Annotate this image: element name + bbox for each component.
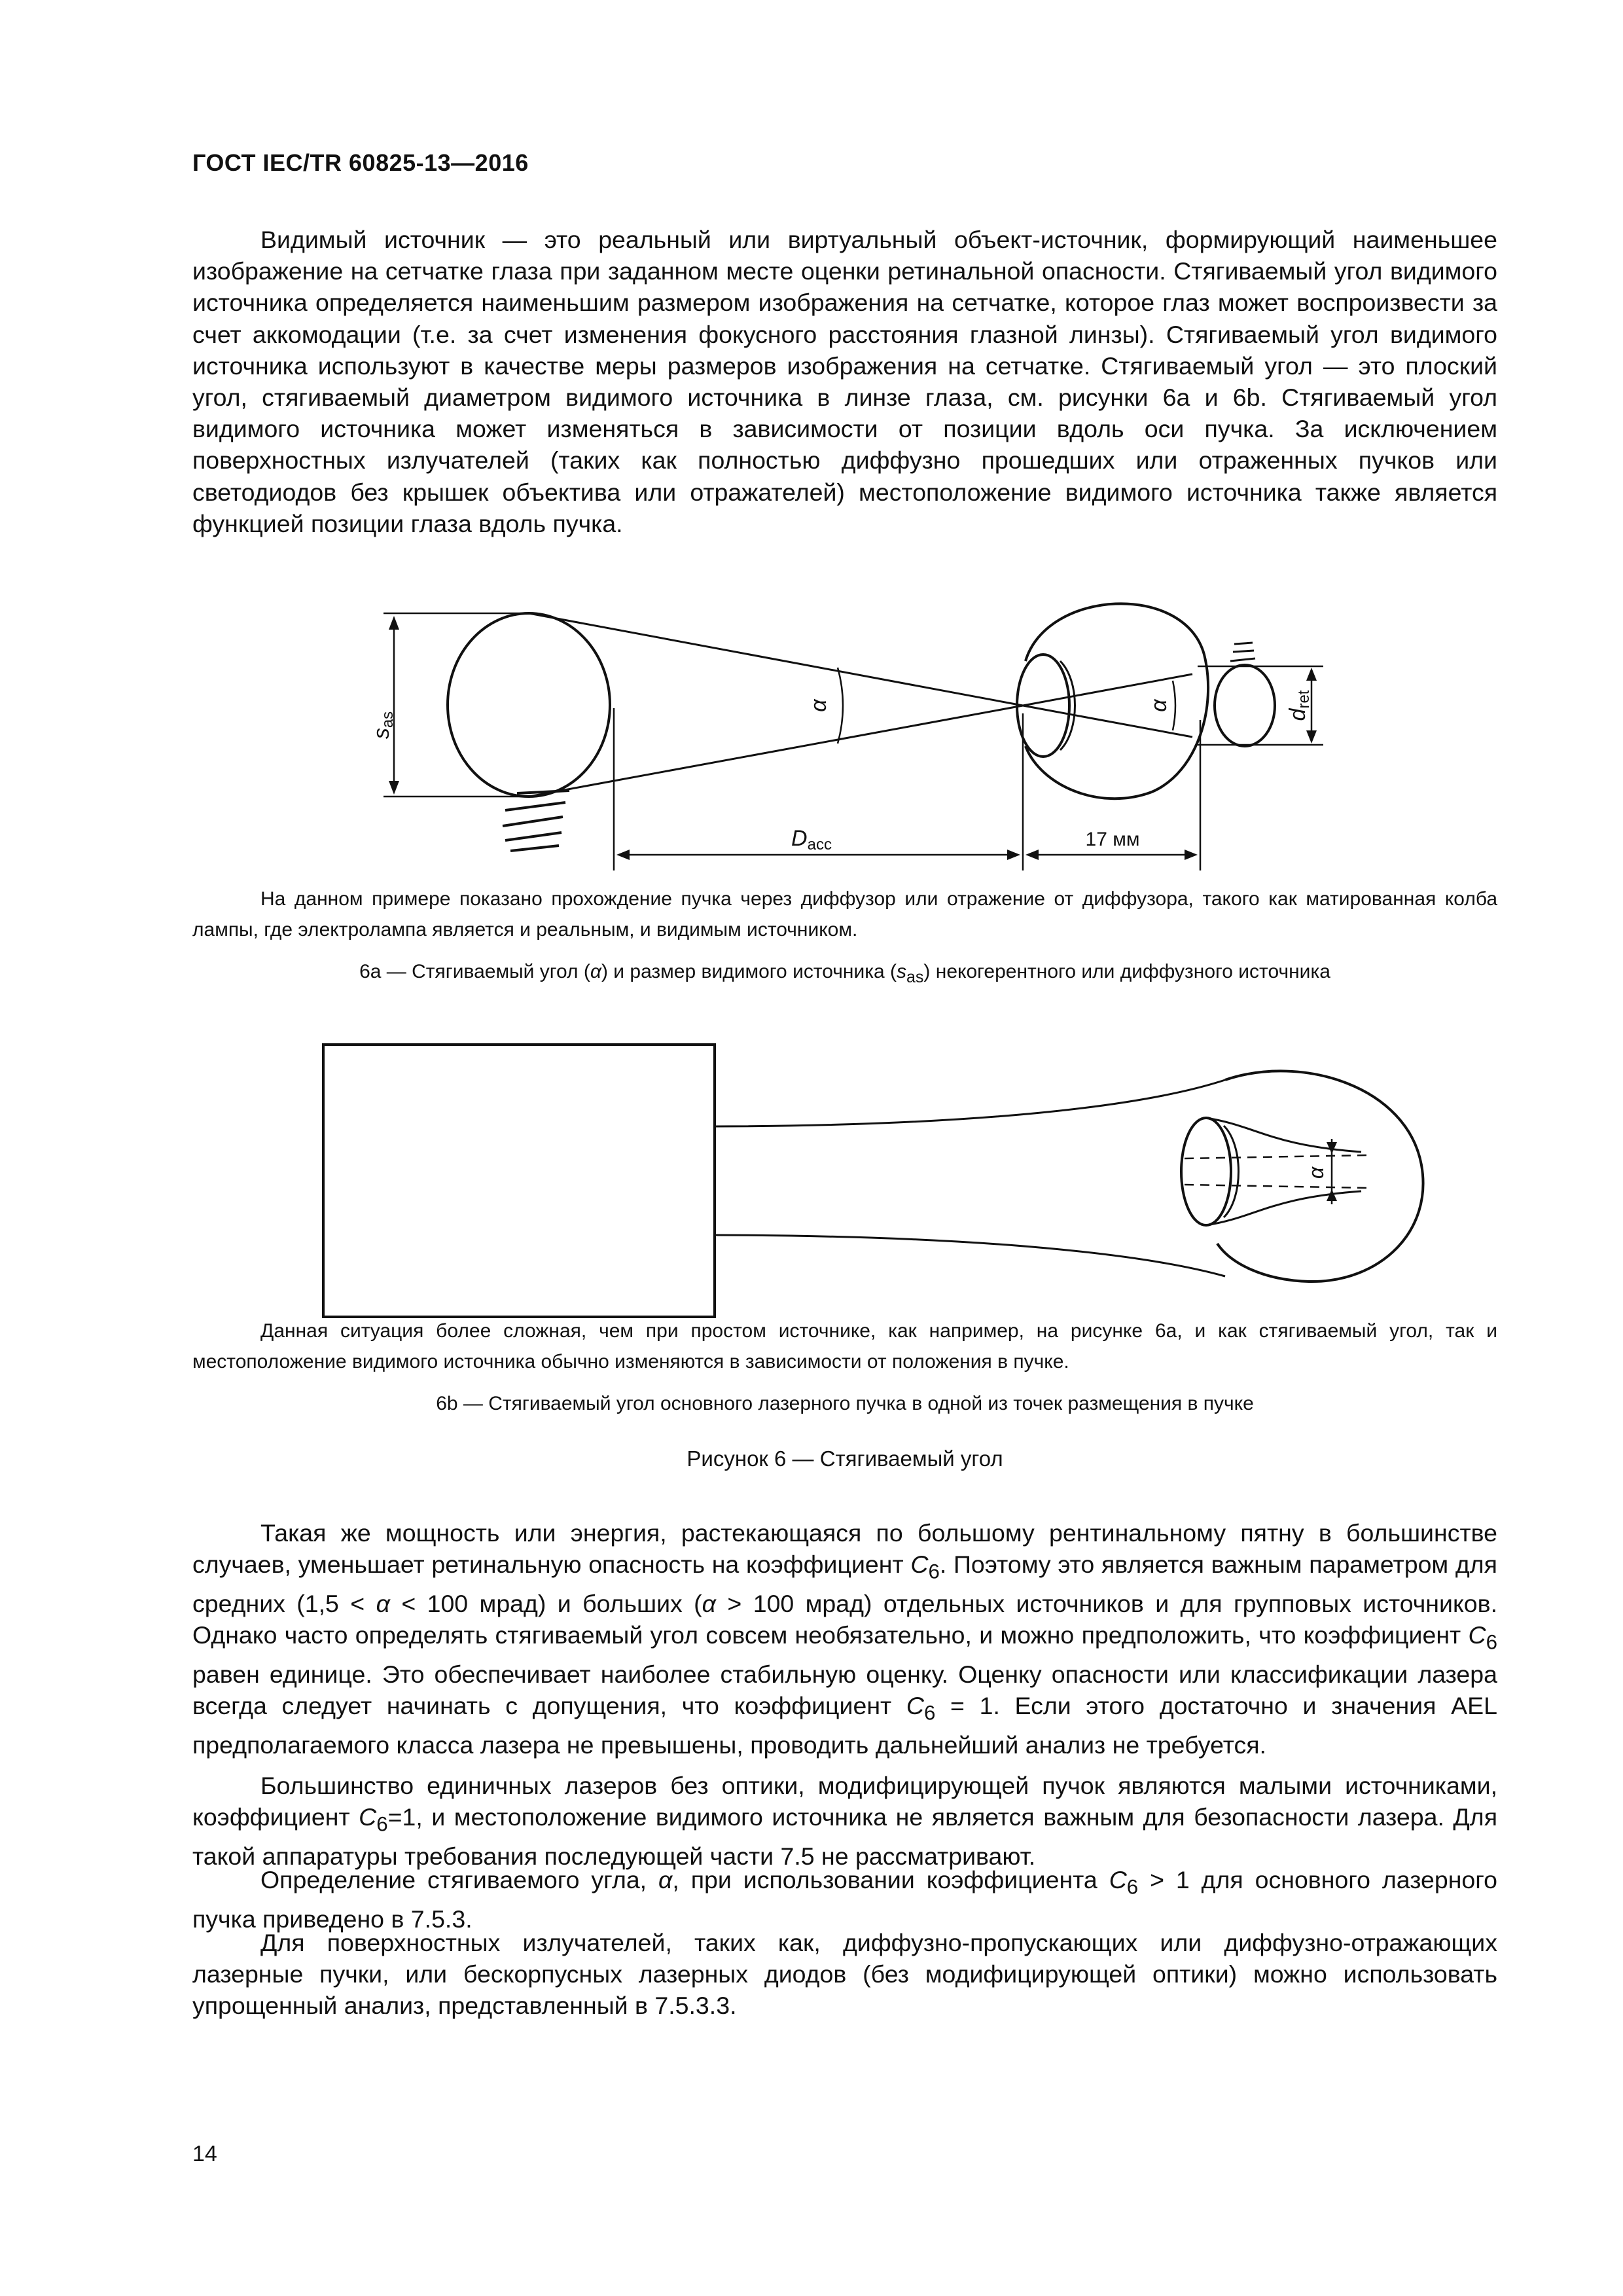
figure-6a-caption: 6а — Стягиваемый угол (α) и размер видимого источника $(s_{as})$ некогерентного или диффузного источника — [359, 961, 1330, 986]
figure-6b-caption: 6b — Стягиваемый угол основного лазерного пучка в одной из точек размещения в пучке — [436, 1393, 1254, 1414]
body-paragraph-1: Такая же мощность или энергия, растекающаяся по большому рентинальному пятну в большинстве случаев, уменьшает ретинальную опасность на коэффициент $C_6$. Поэтому это является важным параметром для средних (1,5 < α < 100 мрад) и больших (α > 100 мрад) отдельных источников и для групповых источников. Однако часто определять стягиваемый угол совсем необязательно, и можно предположить, что коэффициент $C_6$ равен единице. Это обеспечивает наиболее стабильную оценку. Оценку опасности или классификации лазера всегда следует начинать с допущения, что коэффициент $C_6 = 1$. Если этого достаточно и значения AEL предполагаемого класса лазера не превышены, проводить дальнейший анализ не требуется. — [192, 1519, 1497, 1759]
label-dacc: Dacc — [791, 826, 832, 853]
label-alpha-6b: α — [1304, 1166, 1328, 1179]
label-17mm: 17 мм — [1085, 829, 1140, 850]
figure-6-title: Рисунок 6 — Стягиваемый угол — [687, 1446, 1003, 1471]
label-dret: dret — [1285, 690, 1313, 721]
laser-source-box — [323, 1045, 715, 1317]
body-paragraph-2: Большинство единичных лазеров без оптики, модифицирующей пучок являются малыми источниками, коэффициент $C_6=1$, и местоположение видимого источника не является важным для безопасности лазера. Для такой аппаратуры требования последующей части 7.5 не рассматривают. — [192, 1772, 1497, 1870]
eye-6b-lens — [1181, 1118, 1231, 1225]
intro-paragraph: Видимый источник — это реальный или виртуальный объект-источник, формирующий наименьшее изображение на сетчатке глаза при заданном месте оценки ретинальной опасности. Стягиваемый угол видимого источника определяется наименьшим размером изображения на сетчатке, которое глаз может воспроизвести за счет аккомодации (т.е. за счет изменения фокусного расстояния глазной линзы). Стягиваемый угол видимого источника используют в качестве меры размеров изображения на сетчатке. Стягиваемый угол — это плоский угол, стягиваемый диаметром видимого источника в линзе глаза, см. рисунки 6а и 6b. Стягиваемый угол видимого источника может изменяться в зависимости от позиции вдоль оси пучка. За исключением поверхностных излучателей (таких как полностью диффузно прошедших или отраженных пучков или светодиодов без крышек объектива или отражателей) местоположение видимого источника также является функцией позиции глаза вдоль пучка. — [192, 226, 1497, 537]
label-alpha-6a: α — [806, 699, 831, 712]
label-alpha-eye: α — [1147, 699, 1171, 712]
figure-6b-note: Данная ситуация более сложная, чем при простом источнике, как например, на рисунке 6а, и как стягиваемый угол, так и местоположение видимого источника обычно изменяются в зависимости от положения в пучке. — [192, 1320, 1497, 1372]
page-number: 14 — [192, 2142, 217, 2166]
label-sas: sas — [369, 711, 397, 740]
body-paragraph-4: Для поверхностных излучателей, таких как, диффузно-пропускающих или диффузно-отражающих лазерные пучки, или бескорпусных лазерных диодов (без модифицирующей оптики) можно использовать упрощенный анализ, представленный в 7.5.3.3. — [192, 1929, 1497, 2020]
document-header: ГОСТ IEC/TR 60825-13—2016 — [192, 149, 529, 176]
figure-6a-note: На данном примере показано прохождение пучка через диффузор или отражение от диффузора, такого как матированная колба лампы, где электролампа является и реальным, и видимым источником. — [192, 888, 1497, 941]
body-paragraph-3: Определение стягиваемого угла, α, при использовании коэффициента $C_6 > 1$ для основного лазерного пучка приведено в 7.5.3. — [192, 1866, 1497, 1933]
